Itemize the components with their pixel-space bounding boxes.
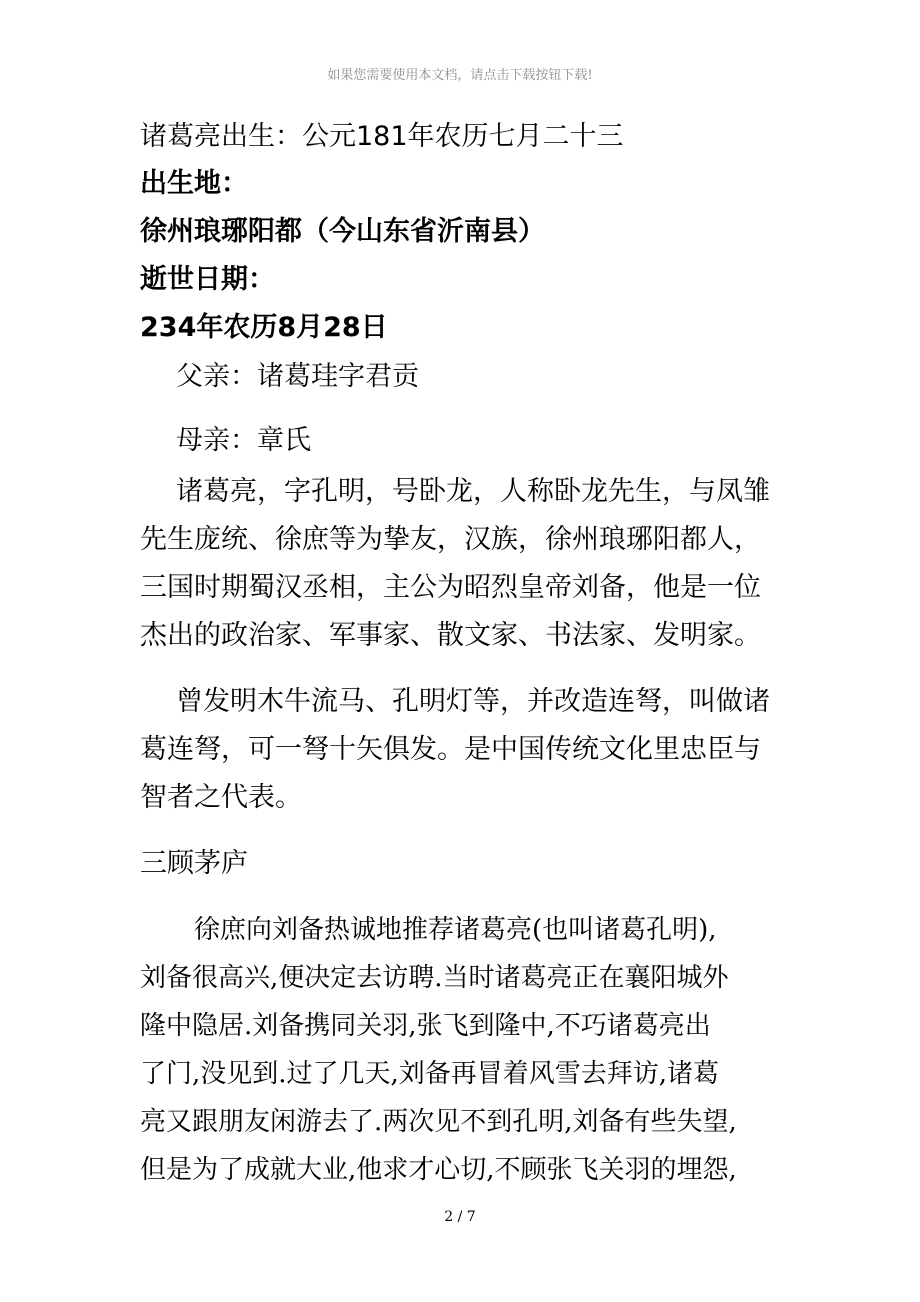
intro-line: 诸葛亮，字孔明，号卧龙，人称卧龙先生，与凤雏	[176, 476, 770, 507]
story-line: 刘备很高兴,便决定去访聘.当时诸葛亮正在襄阳城外	[140, 963, 729, 993]
intro-line: 先生庞统、徐庶等为挚友，汉族，徐州琅琊阳都人，	[140, 524, 761, 555]
father-line: 父亲：诸葛珪字君贡	[176, 361, 419, 392]
inventions-line: 曾发明木牛流马、孔明灯等，并改造连弩，叫做诸	[176, 686, 770, 717]
birthplace-value: 徐州琅琊阳都（今山东省沂南县）	[140, 216, 545, 247]
section-heading: 三顾茅庐	[140, 848, 248, 879]
story-line: 了门,没见到.过了几天,刘备再冒着风雪去拜访,诸葛	[140, 1059, 720, 1089]
download-notice: 如果您需要使用本文档，请点击下载按钮下载!	[327, 68, 593, 83]
story-line: 隆中隐居.刘备携同关羽,张飞到隆中,不巧诸葛亮出	[140, 1011, 711, 1041]
intro-line: 三国时期蜀汉丞相，主公为昭烈皇帝刘备，他是一位	[140, 572, 761, 603]
death-label: 逝世日期：	[140, 264, 275, 295]
intro-line: 杰出的政治家、军事家、散文家、书法家、发明家。	[140, 620, 761, 651]
inventions-line: 智者之代表。	[140, 782, 302, 813]
story-line: 徐庶向刘备热诚地推荐诸葛亮(也叫诸葛孔明),	[194, 915, 717, 945]
birthplace-label: 出生地：	[140, 168, 248, 199]
inventions-line: 葛连弩，可一弩十矢俱发。是中国传统文化里忠臣与	[140, 734, 761, 765]
story-line: 但是为了成就大业,他求才心切,不顾张飞关羽的埋怨,	[140, 1155, 737, 1185]
death-value: 234年农历8月28日	[140, 312, 388, 343]
mother-line: 母亲：章氏	[176, 425, 311, 456]
page-number: 2 / 7	[444, 1209, 476, 1225]
birth-line: 诸葛亮出生：公元181年农历七月二十三	[140, 121, 624, 152]
story-line: 亮又跟朋友闲游去了.两次见不到孔明,刘备有些失望,	[140, 1107, 737, 1137]
